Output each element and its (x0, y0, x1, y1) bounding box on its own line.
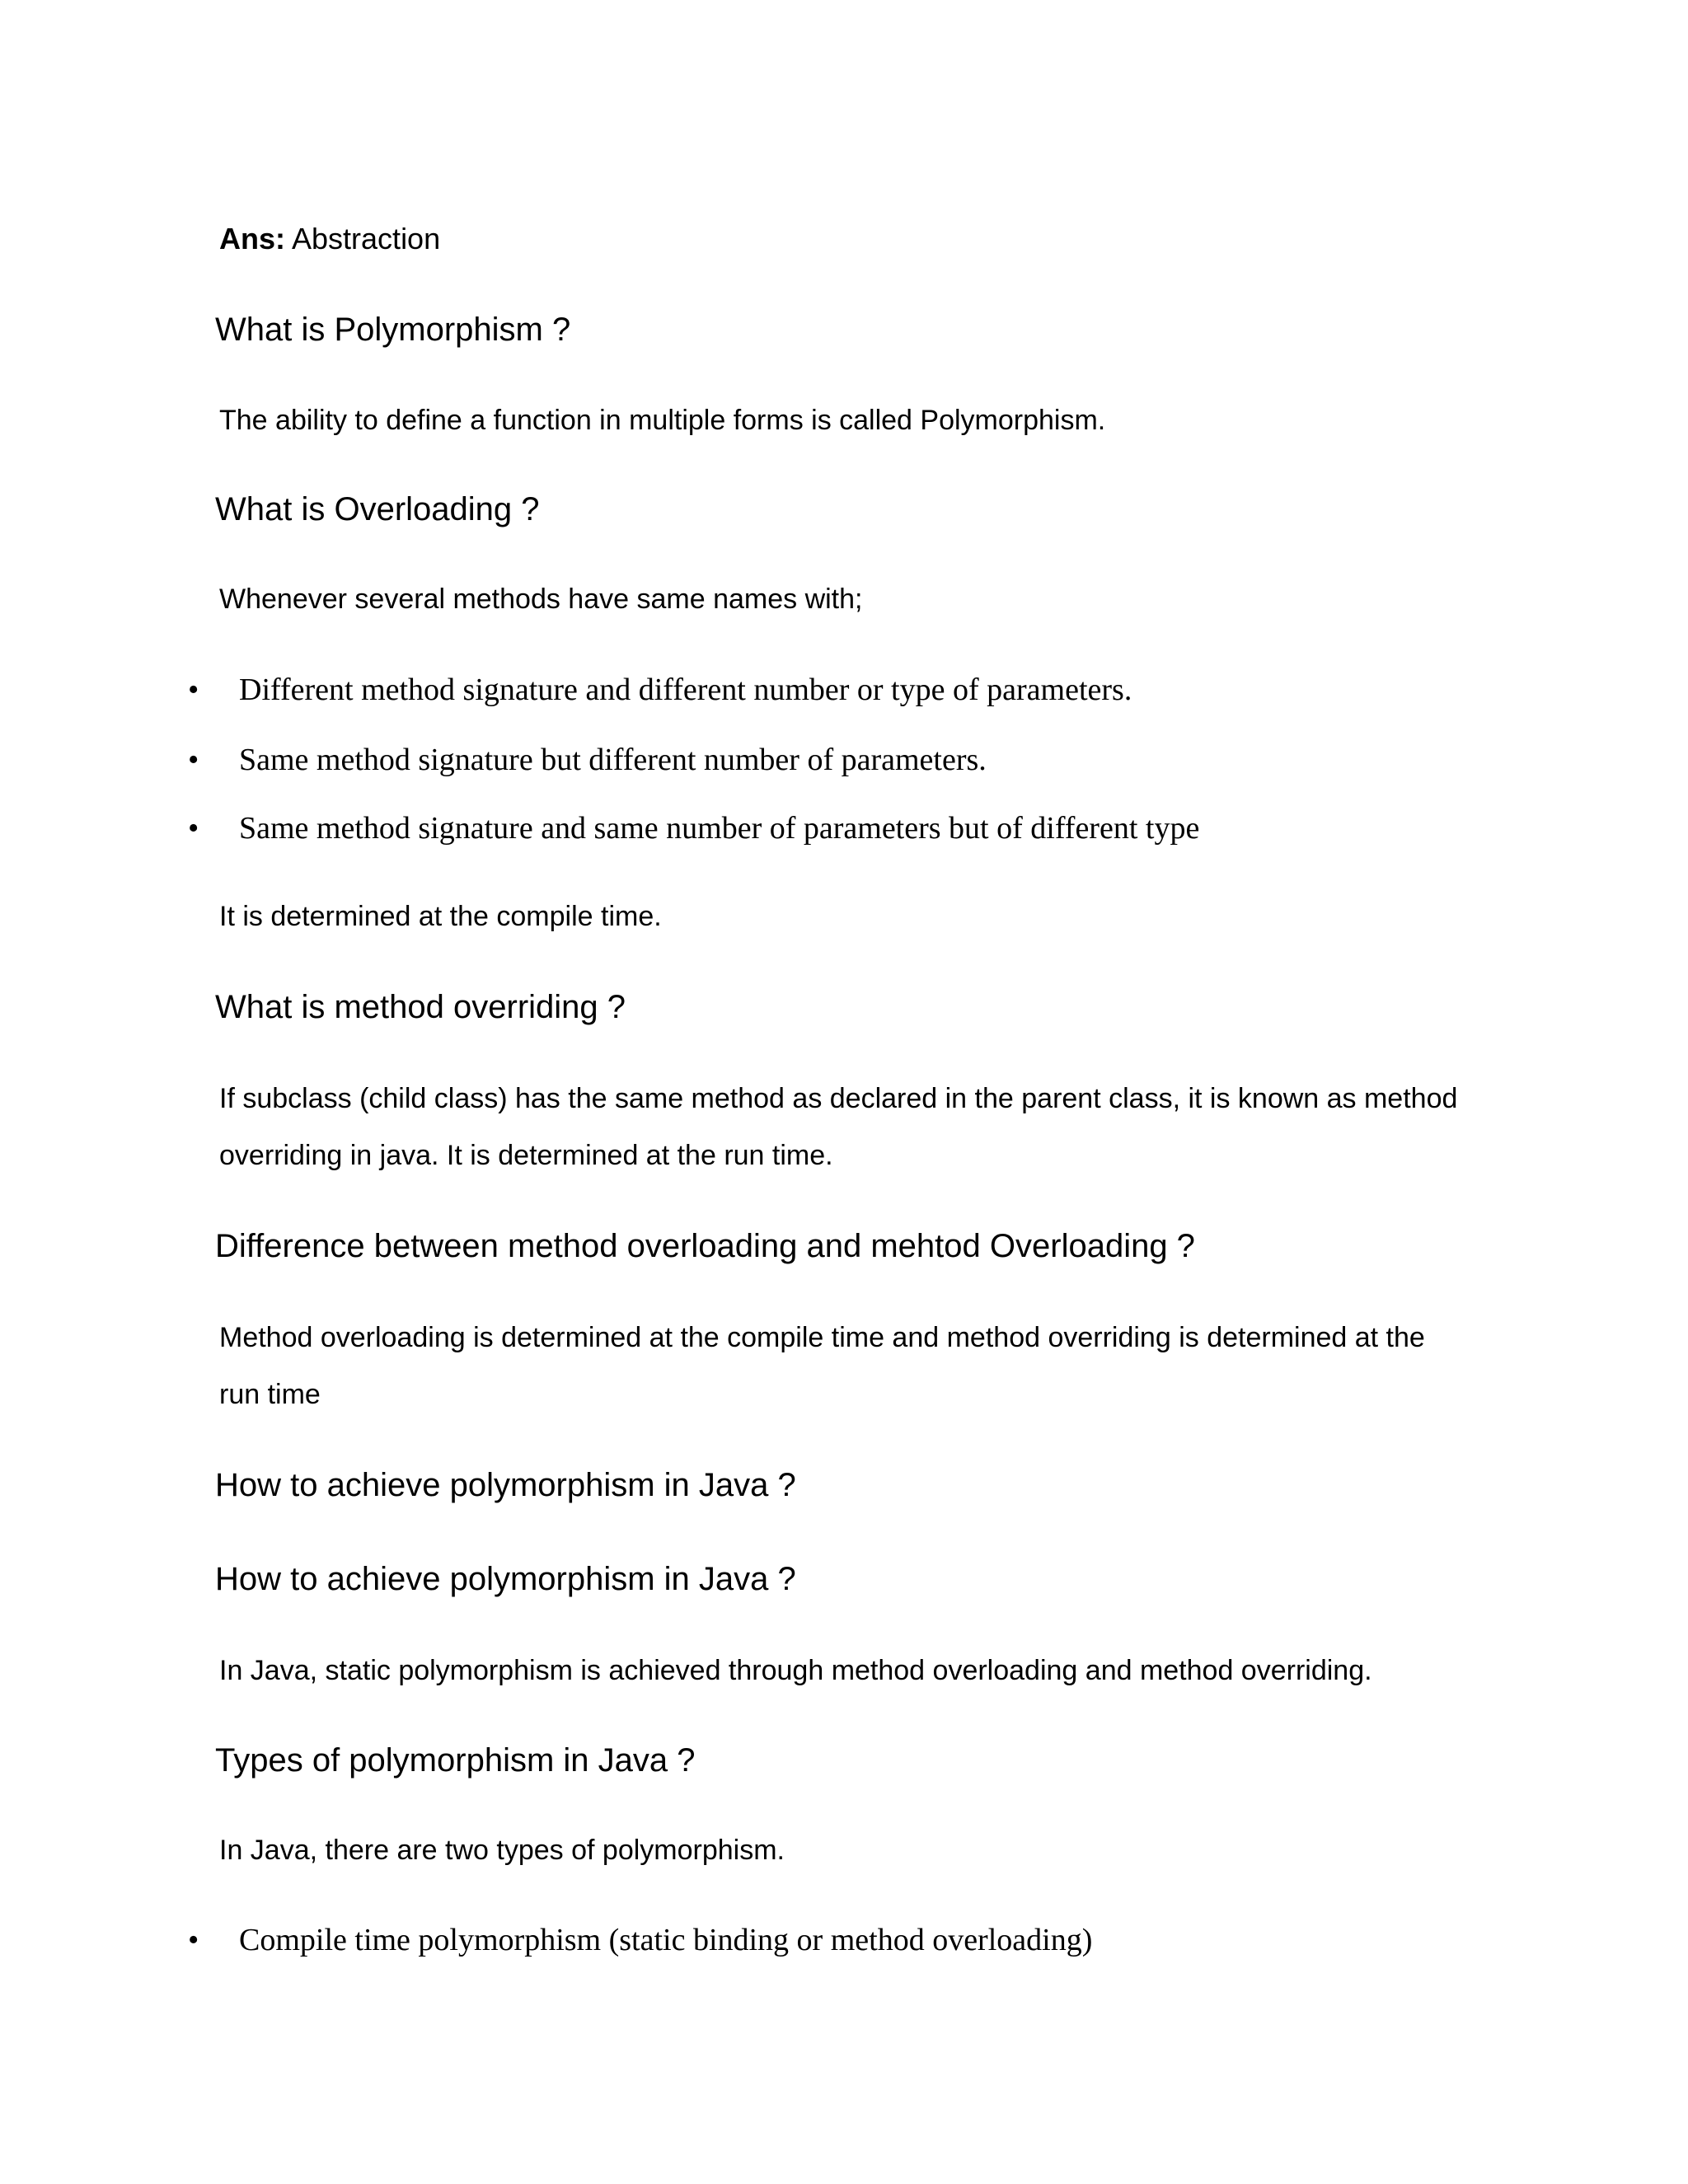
answer-achieve: In Java, static polymorphism is achieved through method overloading and method overriding. (219, 1655, 1372, 1686)
answer-types: In Java, there are two types of polymorphism. (219, 1835, 785, 1866)
answer-difference-line-1: Method overloading is determined at the compile time and method overriding is determined at the (219, 1322, 1425, 1353)
question-difference: Difference between method overloading and mehtod Overloading ? (215, 1228, 1195, 1264)
answer-value: Abstraction (285, 222, 441, 255)
overloading-note: It is determined at the compile time. (219, 901, 662, 932)
bullet-icon: • (188, 673, 199, 707)
bullet-icon: • (188, 1923, 199, 1957)
question-polymorphism: What is Polymorphism ? (215, 312, 571, 348)
question-achieve-1: How to achieve polymorphism in Java ? (215, 1467, 796, 1503)
question-achieve-2: How to achieve polymorphism in Java ? (215, 1561, 796, 1597)
bullet-text: Same method signature and same number of parameters but of different type (239, 811, 1200, 846)
question-overriding: What is method overriding ? (215, 989, 626, 1025)
question-types: Types of polymorphism in Java ? (215, 1742, 696, 1779)
answer-line (219, 221, 440, 257)
answer-polymorphism: The ability to define a function in multiple forms is called Polymorphism. (219, 405, 1106, 436)
answer-overriding-line-1: If subclass (child class) has the same method as declared in the parent class, it is known as method (219, 1083, 1458, 1114)
answer-difference-line-2: run time (219, 1379, 321, 1410)
bullet-icon: • (188, 811, 199, 846)
answer-overriding-line-2: overriding in java. It is determined at the run time. (219, 1140, 833, 1171)
bullet-icon: • (188, 743, 199, 777)
bullet-text: Different method signature and different number or type of parameters. (239, 673, 1132, 707)
answer-label: Ans: (219, 222, 285, 255)
bullet-text: Same method signature but different number of parameters. (239, 743, 987, 777)
bullet-text: Compile time polymorphism (static binding or method overloading) (239, 1923, 1093, 1957)
question-overloading: What is Overloading ? (215, 491, 540, 527)
overloading-intro: Whenever several methods have same names with; (219, 583, 863, 615)
